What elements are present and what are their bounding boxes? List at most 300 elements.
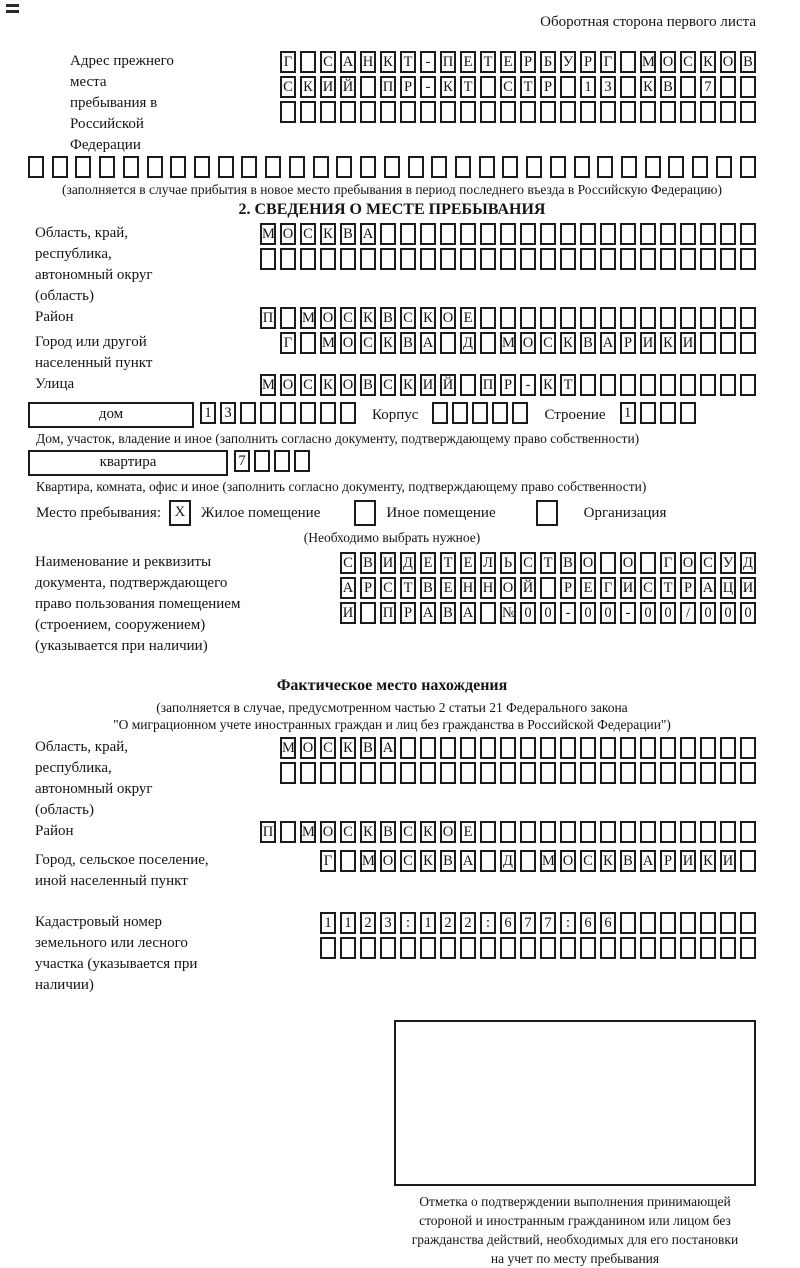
char-cell [540,223,556,245]
char-cell [600,307,616,329]
section3-note-line1: (заполняется в случае, предусмотренном частью 2 статьи 21 Федерального закона [156,700,628,715]
char-cell: В [380,821,396,843]
ulitsa-group [28,374,756,399]
char-cell: В [580,332,596,354]
char-cell [526,156,542,178]
char-cell [123,156,139,178]
char-cell: Т [480,51,496,73]
char-cell [580,937,596,959]
char-cell: 1 [580,76,596,98]
char-cell [472,402,488,424]
char-cell [700,101,716,123]
char-cell [550,156,566,178]
char-cell [440,223,456,245]
char-cell [300,51,316,73]
char-cell [720,101,736,123]
char-cell [400,101,416,123]
char-cell: У [560,51,576,73]
char-cell [440,101,456,123]
char-cell [740,307,756,329]
char-cell: В [360,552,376,574]
oblast2-grid [170,737,756,787]
char-cell: Е [580,577,596,599]
char-cell [740,332,756,354]
scan-artifact [6,4,19,13]
char-cell [340,937,356,959]
char-cell [240,402,256,424]
char-cell [740,374,756,396]
char-cell [400,737,416,759]
char-cell [740,912,756,934]
char-cell [700,821,716,843]
char-cell [320,402,336,424]
char-cell [600,248,616,270]
char-cell: Р [540,76,556,98]
stamp-caption-line: гражданства действий, необходимых для его постановки [411,1232,739,1247]
char-cell [700,737,716,759]
char-cell: Е [500,51,516,73]
char-cell: 1 [200,402,216,424]
char-cell: 0 [740,602,756,624]
char-cell [560,737,576,759]
char-cell: 0 [540,602,556,624]
stamp-area [394,1020,756,1268]
char-cell [680,402,696,424]
char-cell [520,821,536,843]
char-cell [600,737,616,759]
char-cell [320,248,336,270]
char-cell [218,156,234,178]
inoe-checkbox [354,500,376,526]
char-cell: Р [500,374,516,396]
char-cell [640,248,656,270]
prev-address-grid [185,51,756,126]
char-cell [280,402,296,424]
char-cell: К [420,850,436,872]
char-cell [740,737,756,759]
char-cell [580,248,596,270]
char-cell [700,307,716,329]
char-cell [52,156,68,178]
char-cell: О [300,737,316,759]
char-cell: О [720,51,736,73]
char-cell: - [520,374,536,396]
char-cell: Н [480,577,496,599]
char-grid-row [432,402,528,424]
char-cell [680,912,696,934]
char-cell [560,762,576,784]
char-cell: У [720,552,736,574]
char-cell [400,937,416,959]
char-cell: В [740,51,756,73]
char-cell: Р [680,577,696,599]
char-cell [500,821,516,843]
inoe-option-label: Иное помещение [386,504,496,521]
char-cell: К [420,821,436,843]
char-cell [660,762,676,784]
char-cell [300,248,316,270]
char-cell [597,156,613,178]
char-cell [280,101,296,123]
char-cell [360,156,376,178]
char-cell: - [620,602,636,624]
char-cell [520,248,536,270]
char-cell [620,76,636,98]
char-cell: Р [400,76,416,98]
char-cell [560,248,576,270]
char-cell: Г [660,552,676,574]
char-cell [455,156,471,178]
char-cell [520,737,536,759]
char-cell [660,821,676,843]
char-cell [560,76,576,98]
char-grid-row [236,850,756,872]
char-cell [600,223,616,245]
char-cell [440,248,456,270]
char-cell [400,762,416,784]
char-cell [720,248,736,270]
char-cell: С [280,76,296,98]
char-cell: Т [460,76,476,98]
char-cell [440,762,456,784]
char-cell: - [420,76,436,98]
char-cell: С [540,332,556,354]
char-cell [260,402,276,424]
char-cell [460,737,476,759]
char-cell: К [360,307,376,329]
char-cell [640,737,656,759]
char-cell [480,850,496,872]
char-cell [300,402,316,424]
char-cell [580,101,596,123]
kvartira-label-box: квартира [28,450,228,476]
char-cell [620,937,636,959]
char-cell: Д [400,552,416,574]
char-cell [680,307,696,329]
char-cell [420,737,436,759]
org-checkbox [536,500,558,526]
char-cell [692,156,708,178]
char-cell: А [420,602,436,624]
char-cell: 0 [520,602,536,624]
char-cell: Т [520,76,536,98]
char-cell [600,374,616,396]
char-cell [260,248,276,270]
char-cell: С [520,552,536,574]
char-cell [432,402,448,424]
char-cell [520,101,536,123]
char-cell [360,762,376,784]
char-cell: / [680,602,696,624]
char-cell [294,450,310,472]
char-grid-row [220,912,756,934]
char-cell: П [380,76,396,98]
char-cell [380,937,396,959]
char-cell [241,156,257,178]
char-cell: К [640,76,656,98]
char-grid-row [158,307,756,329]
char-cell [680,223,696,245]
char-cell [480,602,496,624]
char-cell: М [300,307,316,329]
char-cell: О [560,850,576,872]
char-cell: 0 [720,602,736,624]
char-cell: Е [460,552,476,574]
char-cell: К [320,374,336,396]
char-cell [620,223,636,245]
char-cell [740,248,756,270]
char-cell [620,737,636,759]
raion2-label: Район [35,823,74,839]
kadastr-group [28,912,756,996]
char-cell [560,937,576,959]
char-cell [720,332,736,354]
char-cell: В [660,76,676,98]
char-cell: 7 [234,450,250,472]
char-cell: Р [660,850,676,872]
dom-row [28,402,756,428]
char-grid-row [28,156,756,178]
char-cell: С [320,737,336,759]
char-cell [520,850,536,872]
char-cell [668,156,684,178]
char-cell [440,737,456,759]
char-cell: И [680,332,696,354]
char-cell [400,223,416,245]
char-cell [660,374,676,396]
char-grid-row [158,248,756,270]
char-cell [440,332,456,354]
char-cell [408,156,424,178]
char-cell [660,307,676,329]
char-cell: А [700,577,716,599]
char-cell: М [640,51,656,73]
char-cell: О [280,223,296,245]
char-cell [512,402,528,424]
char-cell: С [380,577,396,599]
char-cell: О [340,332,356,354]
char-cell [280,307,296,329]
prev-address-label: Адрес прежнего места пребывания в Российской Федерации [70,53,174,153]
doc-label: Наименование и реквизиты документа, подтверждающего право пользования помещением (строением, сооружением) (указывается при наличии) [35,554,241,654]
char-cell: С [400,821,416,843]
kvartira-row [28,450,756,476]
char-cell [700,248,716,270]
char-cell: 2 [440,912,456,934]
char-cell [740,937,756,959]
char-cell: М [500,332,516,354]
char-cell [492,402,508,424]
char-cell [300,762,316,784]
char-cell [580,762,596,784]
char-cell: В [340,223,356,245]
char-cell: : [480,912,496,934]
char-cell [480,248,496,270]
char-grid-row [186,332,756,354]
char-cell: В [400,332,416,354]
char-cell [520,307,536,329]
stamp-caption-line: Отметка о подтверждении выполнения принимающей [419,1194,731,1209]
char-cell [540,737,556,759]
char-cell [320,101,336,123]
char-cell: 2 [460,912,476,934]
char-cell: Ь [500,552,516,574]
zhiloe-option-label: Жилое помещение [201,504,321,521]
char-cell: 0 [640,602,656,624]
char-cell [500,223,516,245]
char-cell [660,912,676,934]
char-cell: Н [460,577,476,599]
char-cell: С [500,76,516,98]
char-cell: С [300,223,316,245]
page-side-note: Оборотная сторона первого листа [540,14,756,30]
char-cell [700,332,716,354]
char-cell [620,51,636,73]
char-cell [480,737,496,759]
char-cell [560,307,576,329]
char-cell: С [320,51,336,73]
char-cell: К [360,821,376,843]
char-cell: - [420,51,436,73]
oblast2-label: Область, край, республика, автономный округ (область) [35,739,153,818]
gorod-grid [186,332,756,357]
char-cell: С [340,821,356,843]
char-cell [640,821,656,843]
char-cell [194,156,210,178]
char-cell: А [460,850,476,872]
char-cell [480,101,496,123]
char-grid-row [246,577,756,599]
char-cell [574,156,590,178]
char-cell [580,223,596,245]
char-cell [320,937,336,959]
char-cell [660,248,676,270]
char-cell: К [400,374,416,396]
char-cell: В [440,602,456,624]
char-grid-row [158,821,756,843]
char-cell: В [360,737,376,759]
char-cell: О [440,307,456,329]
char-grid-row [158,374,756,396]
ulitsa-grid [158,374,756,399]
char-cell [700,223,716,245]
char-cell: Р [560,577,576,599]
char-cell: Г [280,332,296,354]
char-cell: 0 [660,602,676,624]
char-cell [336,156,352,178]
char-cell [700,937,716,959]
char-cell [480,332,496,354]
char-cell: Г [600,577,616,599]
char-grid-row [220,937,756,959]
char-cell [621,156,637,178]
char-cell: О [280,374,296,396]
char-cell [360,248,376,270]
char-cell [660,101,676,123]
char-cell [660,223,676,245]
char-cell [680,762,696,784]
char-cell [740,101,756,123]
char-cell: С [400,307,416,329]
char-cell [640,552,656,574]
char-cell: О [380,850,396,872]
char-cell: М [320,332,336,354]
char-cell [28,156,44,178]
gorod2-label: Город, сельское поселение, иной населенный пункт [35,852,209,889]
raion-grid [158,307,756,332]
char-cell [500,737,516,759]
char-cell [600,101,616,123]
char-cell: О [440,821,456,843]
char-cell: С [300,374,316,396]
char-cell [720,374,736,396]
doc-group [28,552,756,657]
char-cell [680,76,696,98]
char-cell: Т [660,577,676,599]
char-cell: М [540,850,556,872]
char-cell [313,156,329,178]
char-cell [560,101,576,123]
char-cell: В [440,850,456,872]
char-cell: О [680,552,696,574]
char-cell: К [540,374,556,396]
char-grid-row [620,402,696,424]
char-cell: И [380,552,396,574]
char-cell [680,248,696,270]
char-cell: : [560,912,576,934]
char-cell: О [660,51,676,73]
gorod-group [28,332,756,374]
char-cell [720,76,736,98]
char-cell: И [420,374,436,396]
char-cell: Д [460,332,476,354]
char-cell [479,156,495,178]
char-cell [680,737,696,759]
char-cell [460,762,476,784]
char-cell: № [500,602,516,624]
char-cell [540,101,556,123]
char-cell [300,101,316,123]
char-cell: 0 [580,602,596,624]
char-cell: М [260,223,276,245]
mesto-label: Место пребывания: [36,504,161,521]
char-cell [480,76,496,98]
char-cell [740,762,756,784]
char-cell: К [420,307,436,329]
char-cell: 3 [380,912,396,934]
char-cell: А [460,602,476,624]
char-cell: Р [620,332,636,354]
char-cell: О [340,374,356,396]
char-cell [170,156,186,178]
char-cell: И [640,332,656,354]
char-cell: М [300,821,316,843]
char-cell [580,737,596,759]
char-cell: О [500,577,516,599]
char-cell: И [620,577,636,599]
char-cell [360,76,376,98]
char-cell [540,762,556,784]
char-cell: 0 [600,602,616,624]
char-cell: Г [320,850,336,872]
char-cell [540,577,556,599]
kadastr-label: Кадастровый номер земельного или лесного участка (указывается при наличии) [35,914,198,993]
char-cell: К [660,332,676,354]
char-cell [720,223,736,245]
char-cell: 7 [540,912,556,934]
char-cell [431,156,447,178]
char-cell [420,937,436,959]
